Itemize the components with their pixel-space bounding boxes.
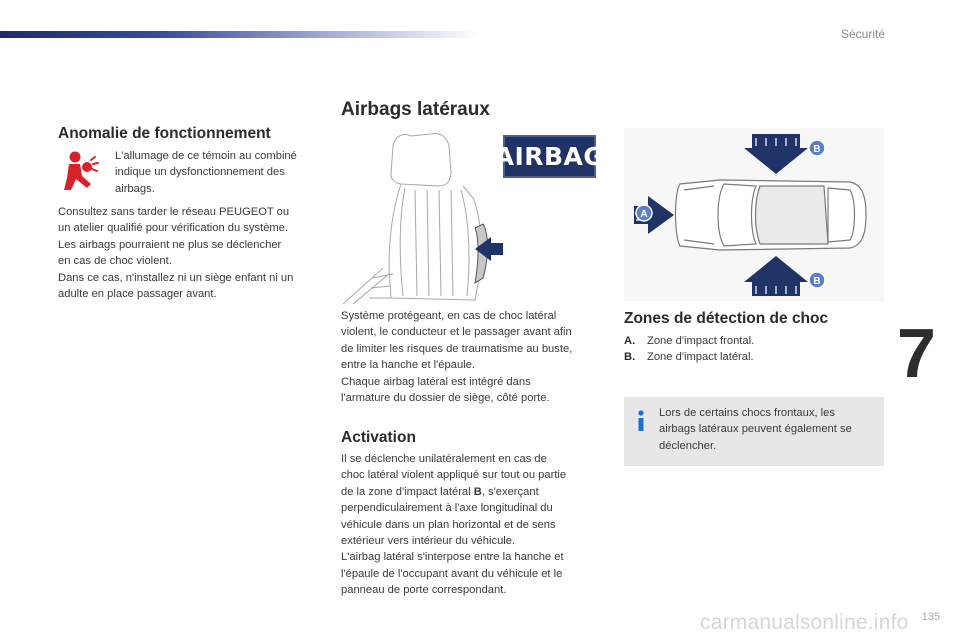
watermark: carmanualsonline.info <box>700 611 909 634</box>
zone-item-b <box>624 349 874 365</box>
zone-text: Zone d'impact latéral. <box>647 351 754 364</box>
info-text: Lors de certains chocs frontaux, les airbags latéraux peuvent également se déclencher. <box>659 407 852 452</box>
seat-illustration <box>343 128 503 304</box>
activation-body <box>341 451 606 599</box>
activation-text-2: , s'exerçant perpendiculairement à l'axe longitudinal du véhicule dans un plan horizontal et de sens extérieur vers intérieur du véhicule. L'airbag latéral s'interpose entre la hanche et l'épaule de l'occupant avant du véhicule et le panneau de porte correspondant. <box>341 485 564 597</box>
zone-a-label: A <box>640 209 648 220</box>
zones-heading: Zones de détection de choc <box>624 310 829 327</box>
chapter-number: 7 <box>897 314 936 392</box>
zones-list <box>624 333 874 366</box>
indicator-description: L'allumage de ce témoin au combiné indique un dysfonctionnement des airbags. <box>115 150 297 195</box>
anomaly-body: Consultez sans tarder le réseau PEUGEOT ou un atelier qualifié pour vérification du système. Les airbags pourraient ne plus se déclencher en cas de choc violent. Dans ce cas, n'installez ni un siège enfant ni un adulte en place passager avant. <box>58 206 294 301</box>
page-number: 135 <box>921 611 940 623</box>
activation-text-1: Il se déclenche unilatéralement en cas de choc latéral violent appliqué sur tout ou partie de la zone d'impact latéral <box>341 453 567 498</box>
airbag-warning-icon <box>58 150 102 192</box>
zone-b-bottom-label: B <box>813 276 821 287</box>
zone-item-a <box>624 333 874 349</box>
zone-letter: A. <box>624 335 636 347</box>
anomaly-heading: Anomalie de fonctionnement <box>58 125 271 142</box>
airbags-title: Airbags latéraux <box>341 99 490 120</box>
zone-text: Zone d'impact frontal. <box>647 335 755 347</box>
activation-zone-letter: B <box>473 485 482 498</box>
airbag-badge: AIRBAG <box>503 135 596 178</box>
activation-heading: Activation <box>341 429 416 446</box>
zone-b-top-label: B <box>813 144 821 155</box>
section-title: Sécurité <box>840 27 885 41</box>
header-bar <box>0 31 480 38</box>
impact-zones-diagram <box>624 128 884 301</box>
info-icon <box>635 410 647 432</box>
zone-letter: B. <box>624 351 636 364</box>
side-airbag-description: Système protégeant, en cas de choc latéral violent, le conducteur et le passager avant afin de limiter les risques de traumatisme au buste, entre la hanche et l'épaule. Chaque airbag latéral est intégré dans l'armature du dossier de siège, côté porte. <box>341 310 573 405</box>
